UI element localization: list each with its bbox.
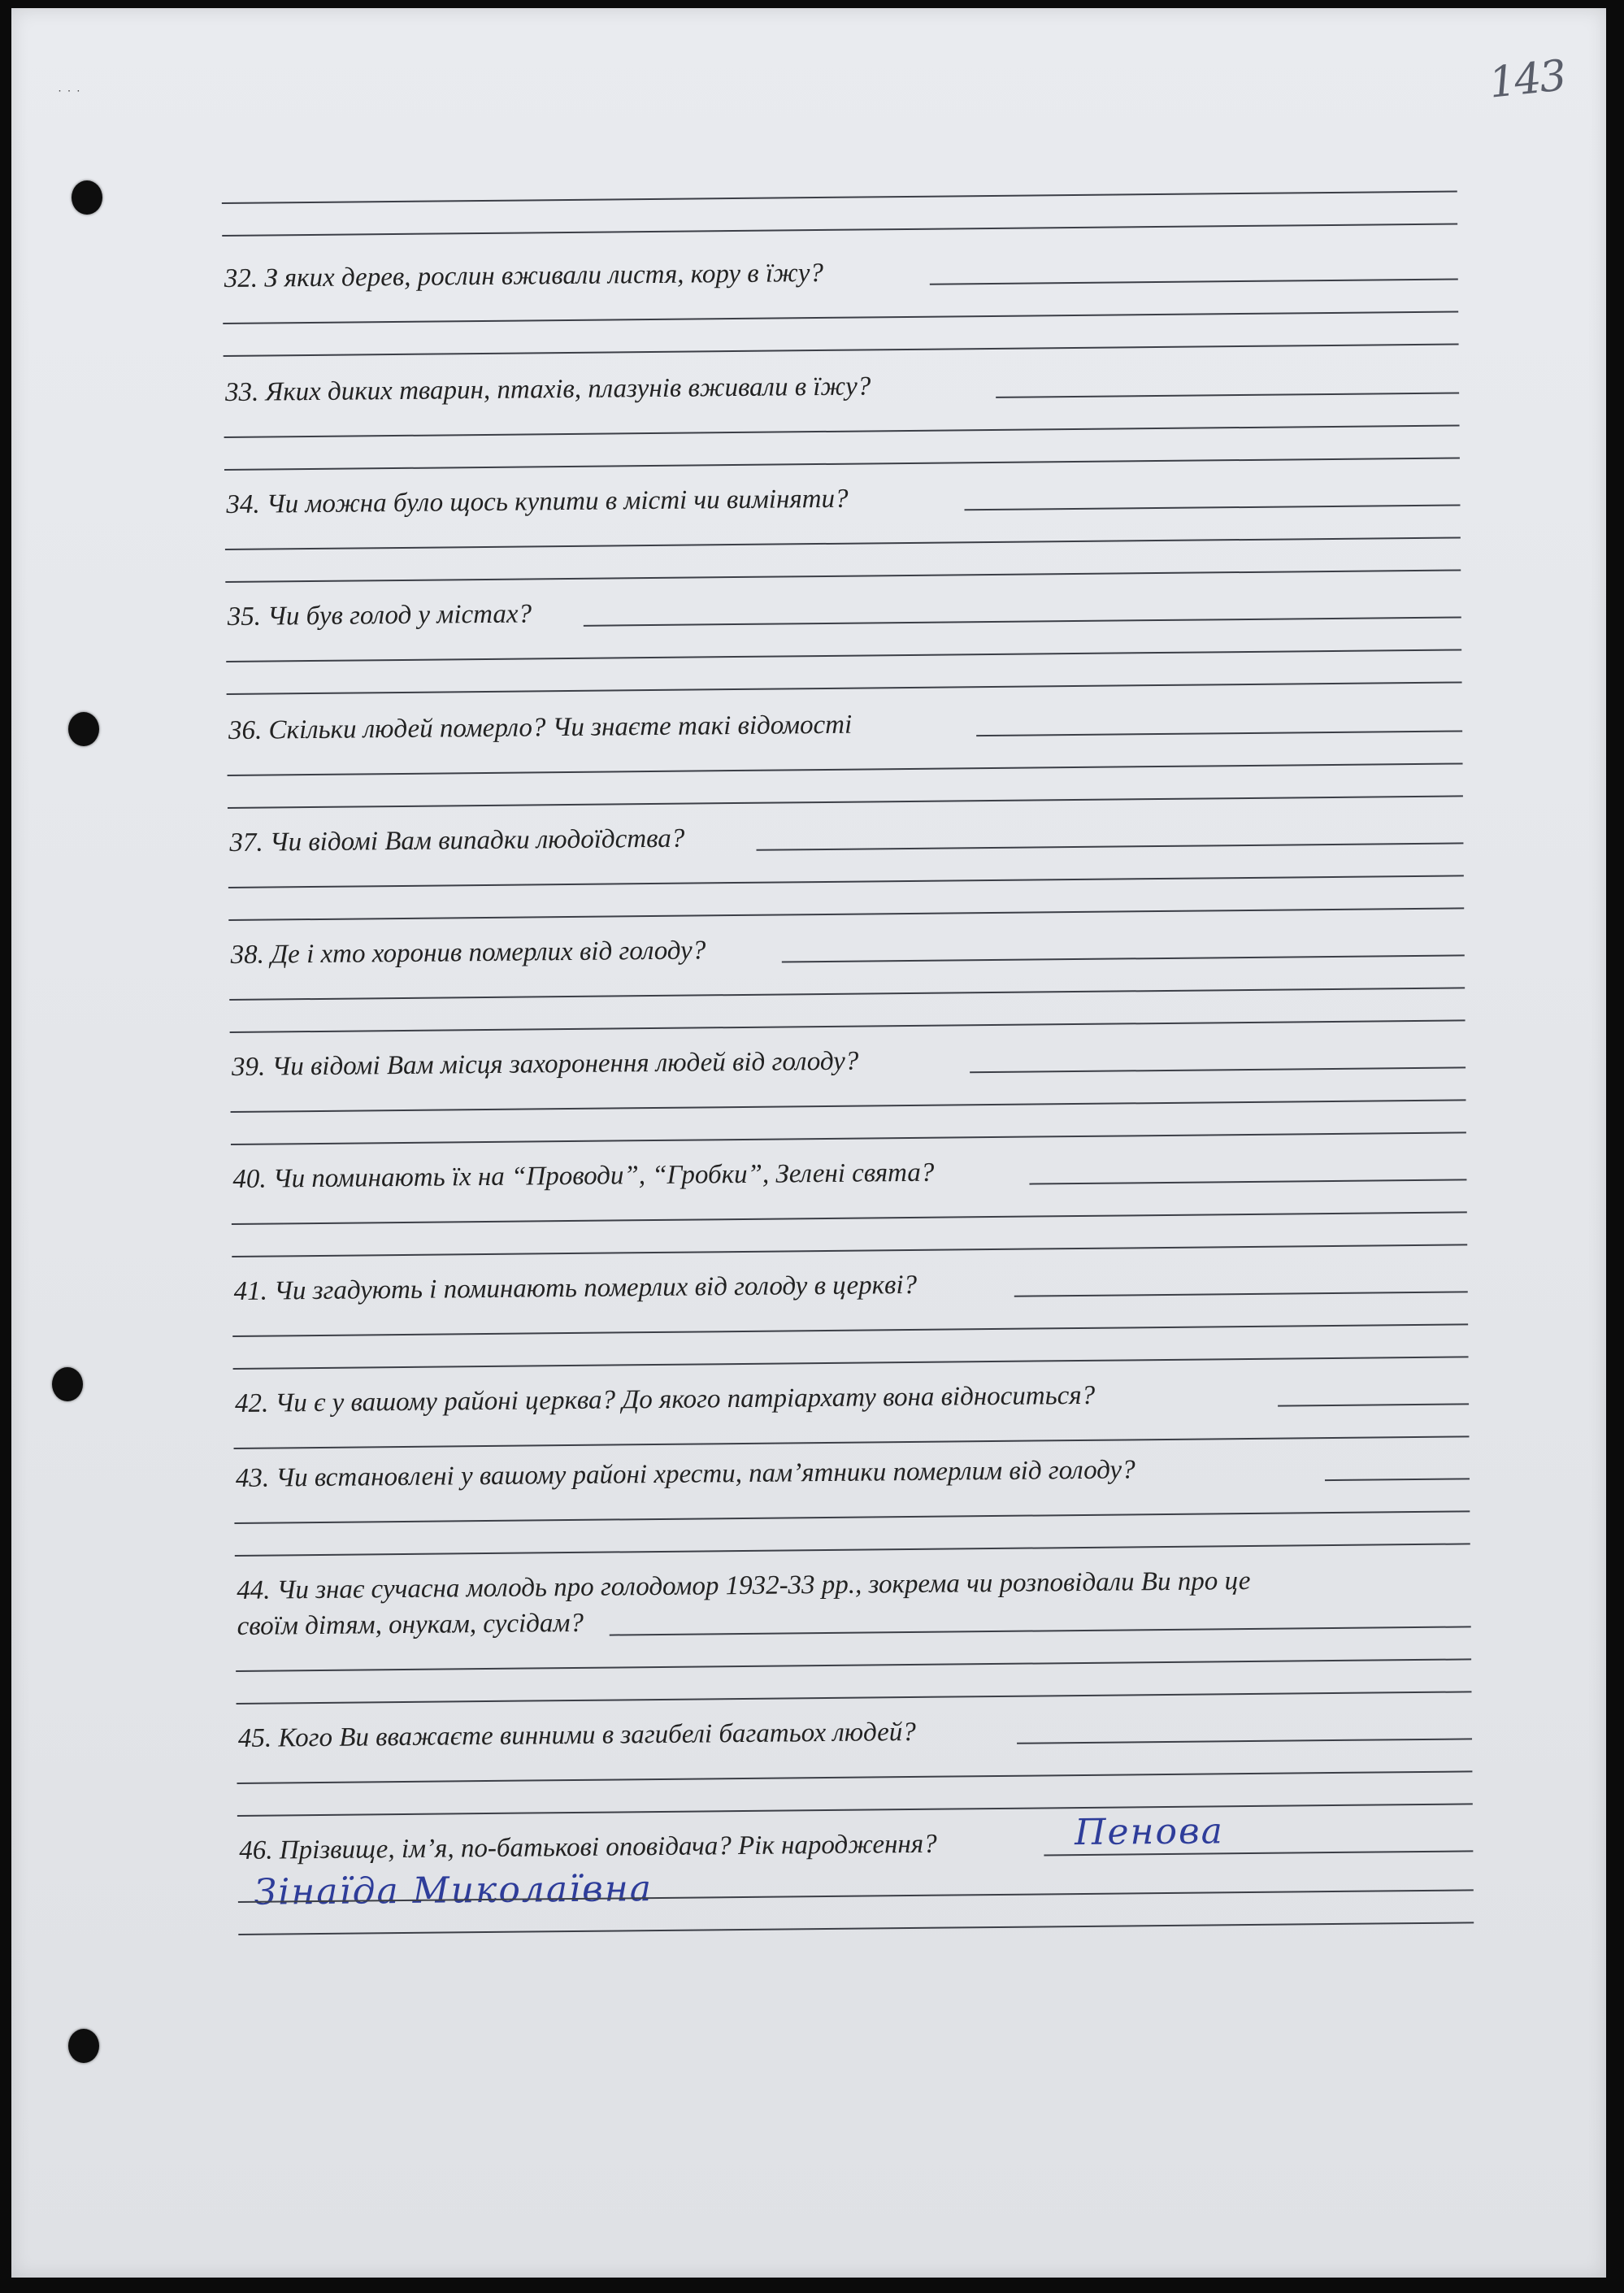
question-45 bbox=[238, 1719, 924, 1752]
question-43 bbox=[236, 1457, 1144, 1492]
answer-line bbox=[237, 1803, 1473, 1817]
answer-line bbox=[228, 795, 1463, 809]
question-text: Чи є у вашому районі церква? До якого патріархату вона відноситься? bbox=[275, 1380, 1096, 1418]
answer-line bbox=[228, 907, 1464, 921]
answer-line bbox=[610, 1626, 1471, 1635]
question-text: Чи відомі Вам місця захоронення людей від голоду? bbox=[271, 1046, 859, 1082]
question-number: 41. bbox=[233, 1276, 268, 1306]
question-32 bbox=[224, 260, 832, 293]
answer-line bbox=[1278, 1403, 1469, 1406]
answer-line bbox=[231, 1131, 1466, 1145]
question-number: 32. bbox=[224, 263, 258, 294]
answer-line bbox=[230, 1019, 1466, 1033]
answer-line bbox=[224, 457, 1460, 471]
answer-line bbox=[930, 278, 1458, 284]
answer-line bbox=[231, 1099, 1466, 1113]
answer-line bbox=[225, 569, 1461, 583]
answer-line bbox=[782, 954, 1465, 962]
question-number: 43. bbox=[235, 1463, 270, 1493]
question-number: 37. bbox=[229, 827, 263, 858]
question-number: 38. bbox=[230, 940, 265, 970]
question-number: 45. bbox=[237, 1723, 272, 1753]
answer-line bbox=[964, 504, 1460, 510]
answer-line bbox=[235, 1543, 1470, 1557]
question-39 bbox=[232, 1048, 867, 1080]
answer-line bbox=[996, 392, 1459, 397]
answer-line bbox=[236, 1658, 1471, 1672]
question-text: Кого Ви вважаєте винними в загибелі багатьох людей? bbox=[278, 1717, 916, 1753]
answer-line bbox=[229, 987, 1465, 1001]
question-number: 34. bbox=[226, 489, 260, 520]
answer-line bbox=[232, 1323, 1468, 1337]
question-number: 35. bbox=[227, 601, 262, 632]
question-44 bbox=[237, 1568, 1259, 1605]
question-36 bbox=[228, 712, 860, 745]
answer-line bbox=[222, 223, 1457, 237]
answer-line bbox=[234, 1510, 1470, 1524]
question-text: Чи знає сучасна молодь про голодомор 1932-33 рр., зокрема чи розповідали Ви про це bbox=[276, 1566, 1251, 1605]
answer-line bbox=[228, 762, 1463, 776]
document-page bbox=[11, 8, 1606, 2278]
paper-specks: ˙ ˙ ˙ bbox=[57, 89, 81, 102]
answer-line bbox=[238, 1922, 1474, 1935]
handwritten-surname: Пенова bbox=[1074, 1810, 1225, 1854]
answer-line bbox=[584, 616, 1461, 626]
question-42 bbox=[234, 1380, 1103, 1418]
question-33 bbox=[225, 373, 879, 406]
answer-line bbox=[224, 424, 1460, 438]
question-text: З яких дерев, рослин вживали листя, кору в їжу? bbox=[264, 258, 824, 293]
answer-line bbox=[1325, 1478, 1470, 1481]
question-text: Чи можна було щось купити в місті чи виміняти? bbox=[266, 484, 849, 519]
question-text: Чи відомі Вам випадки людоїдства? bbox=[269, 823, 685, 858]
answer-line bbox=[234, 1435, 1470, 1449]
answer-line bbox=[225, 536, 1461, 550]
question-41 bbox=[234, 1272, 926, 1305]
question-text: Яких диких тварин, птахів, плазунів вживали в їжу? bbox=[265, 371, 871, 407]
answer-line bbox=[237, 1770, 1472, 1784]
question-number: 40. bbox=[232, 1164, 267, 1194]
question-34 bbox=[226, 486, 856, 519]
questionnaire bbox=[1, 1, 1617, 2286]
answer-line bbox=[222, 190, 1457, 204]
answer-line bbox=[223, 311, 1458, 324]
question-46 bbox=[239, 1831, 945, 1865]
question-text: Чи був голод у містах? bbox=[267, 599, 532, 632]
answer-line bbox=[756, 842, 1463, 850]
question-number: 44. bbox=[237, 1575, 271, 1605]
question-number: 42. bbox=[234, 1388, 269, 1418]
answer-line bbox=[1029, 1179, 1466, 1184]
question-40 bbox=[232, 1157, 942, 1194]
question-44-continued bbox=[237, 1610, 592, 1640]
question-text: своїм дітям, онукам, сусідам? bbox=[237, 1608, 584, 1641]
handwritten-name-patronymic: Зінаїда Миколаївна bbox=[254, 1868, 654, 1913]
question-number: 46. bbox=[239, 1835, 273, 1865]
answer-line bbox=[1014, 1291, 1468, 1296]
answer-line bbox=[232, 1211, 1467, 1225]
question-text: Скільки людей померло? Чи знаєте такі відомості bbox=[268, 710, 853, 745]
question-text: Чи згадують і поминають померлих від голоду в церкві? bbox=[274, 1270, 918, 1306]
question-text: Чи встановлені у вашому районі хрести, пам’ятники померлим від голоду? bbox=[276, 1455, 1135, 1493]
question-number: 33. bbox=[224, 377, 259, 408]
question-35 bbox=[228, 601, 541, 631]
answer-line bbox=[224, 343, 1459, 357]
answer-line bbox=[232, 1244, 1467, 1257]
question-text: Чи поминають їх на “Проводи”, “Гробки”, Зелені свята? bbox=[272, 1157, 935, 1194]
answer-line bbox=[976, 730, 1462, 736]
question-text: Де і хто хоронив померлих від голоду? bbox=[271, 936, 706, 970]
question-number: 36. bbox=[228, 715, 263, 746]
answer-line bbox=[970, 1066, 1466, 1073]
question-number: 39. bbox=[231, 1052, 266, 1082]
page-number: 143 bbox=[1487, 51, 1568, 108]
answer-line bbox=[233, 1356, 1469, 1370]
answer-line bbox=[228, 875, 1464, 888]
question-text: Прізвище, ім’я, по-батькові оповідача? Рік народження? bbox=[279, 1829, 937, 1865]
answer-line bbox=[1017, 1738, 1472, 1744]
answer-line bbox=[237, 1691, 1472, 1705]
question-38 bbox=[231, 937, 714, 969]
answer-line bbox=[226, 649, 1461, 662]
answer-line bbox=[227, 681, 1462, 695]
question-37 bbox=[229, 823, 693, 858]
